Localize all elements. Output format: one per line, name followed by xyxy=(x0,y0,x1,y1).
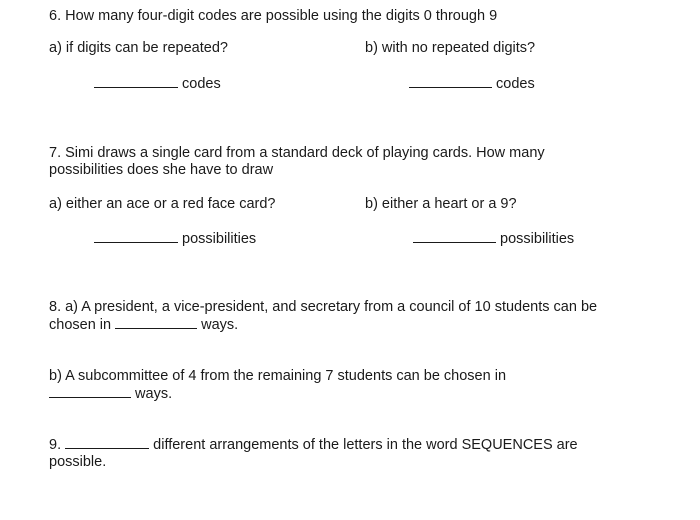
q8b-line1: b) A subcommittee of 4 from the remaining 7 students can be chosen in xyxy=(49,368,507,384)
q9-line1 xyxy=(49,436,578,454)
answer-blank[interactable] xyxy=(115,316,197,329)
q7-answer-b xyxy=(413,230,574,248)
q7-answer-b-unit: possibilities xyxy=(500,231,575,247)
q6-part-a: a) if digits can be repeated? xyxy=(49,40,228,56)
q8-line2-prefix: chosen in xyxy=(49,317,112,333)
q6-answer-a-unit: codes xyxy=(182,76,221,92)
q7-answer-a-unit: possibilities xyxy=(182,231,257,247)
q7-line2: possibilities does she have to draw xyxy=(49,162,274,178)
q7-part-b: b) either a heart or a 9? xyxy=(365,196,517,212)
q6-answer-b-unit: codes xyxy=(496,76,535,92)
q8-line2 xyxy=(49,316,238,334)
q6-answer-b xyxy=(409,75,535,93)
q9-text: different arrangements of the letters in the word SEQUENCES are xyxy=(153,437,578,453)
q8-line1: 8. a) A president, a vice-president, and secretary from a council of 10 students can be xyxy=(49,299,598,315)
answer-blank[interactable] xyxy=(94,75,178,88)
q6-part-b: b) with no repeated digits? xyxy=(365,40,536,56)
q8b-line2-suffix: ways. xyxy=(135,386,173,402)
answer-blank[interactable] xyxy=(49,385,131,398)
answer-blank[interactable] xyxy=(413,230,496,243)
q6-title: 6. How many four-digit codes are possible using the digits 0 through 9 xyxy=(49,8,498,24)
answer-blank[interactable] xyxy=(65,436,149,449)
answer-blank[interactable] xyxy=(94,230,178,243)
q7-line1: 7. Simi draws a single card from a standard deck of playing cards. How many xyxy=(49,145,545,161)
q8b-line2 xyxy=(49,385,172,403)
q9-line2: possible. xyxy=(49,454,107,470)
q8-line2-suffix: ways. xyxy=(201,317,239,333)
q7-answer-a xyxy=(94,230,256,248)
q6-answer-a xyxy=(94,75,221,93)
q9-number: 9. xyxy=(49,437,62,453)
q7-part-a: a) either an ace or a red face card? xyxy=(49,196,276,212)
answer-blank[interactable] xyxy=(409,75,492,88)
